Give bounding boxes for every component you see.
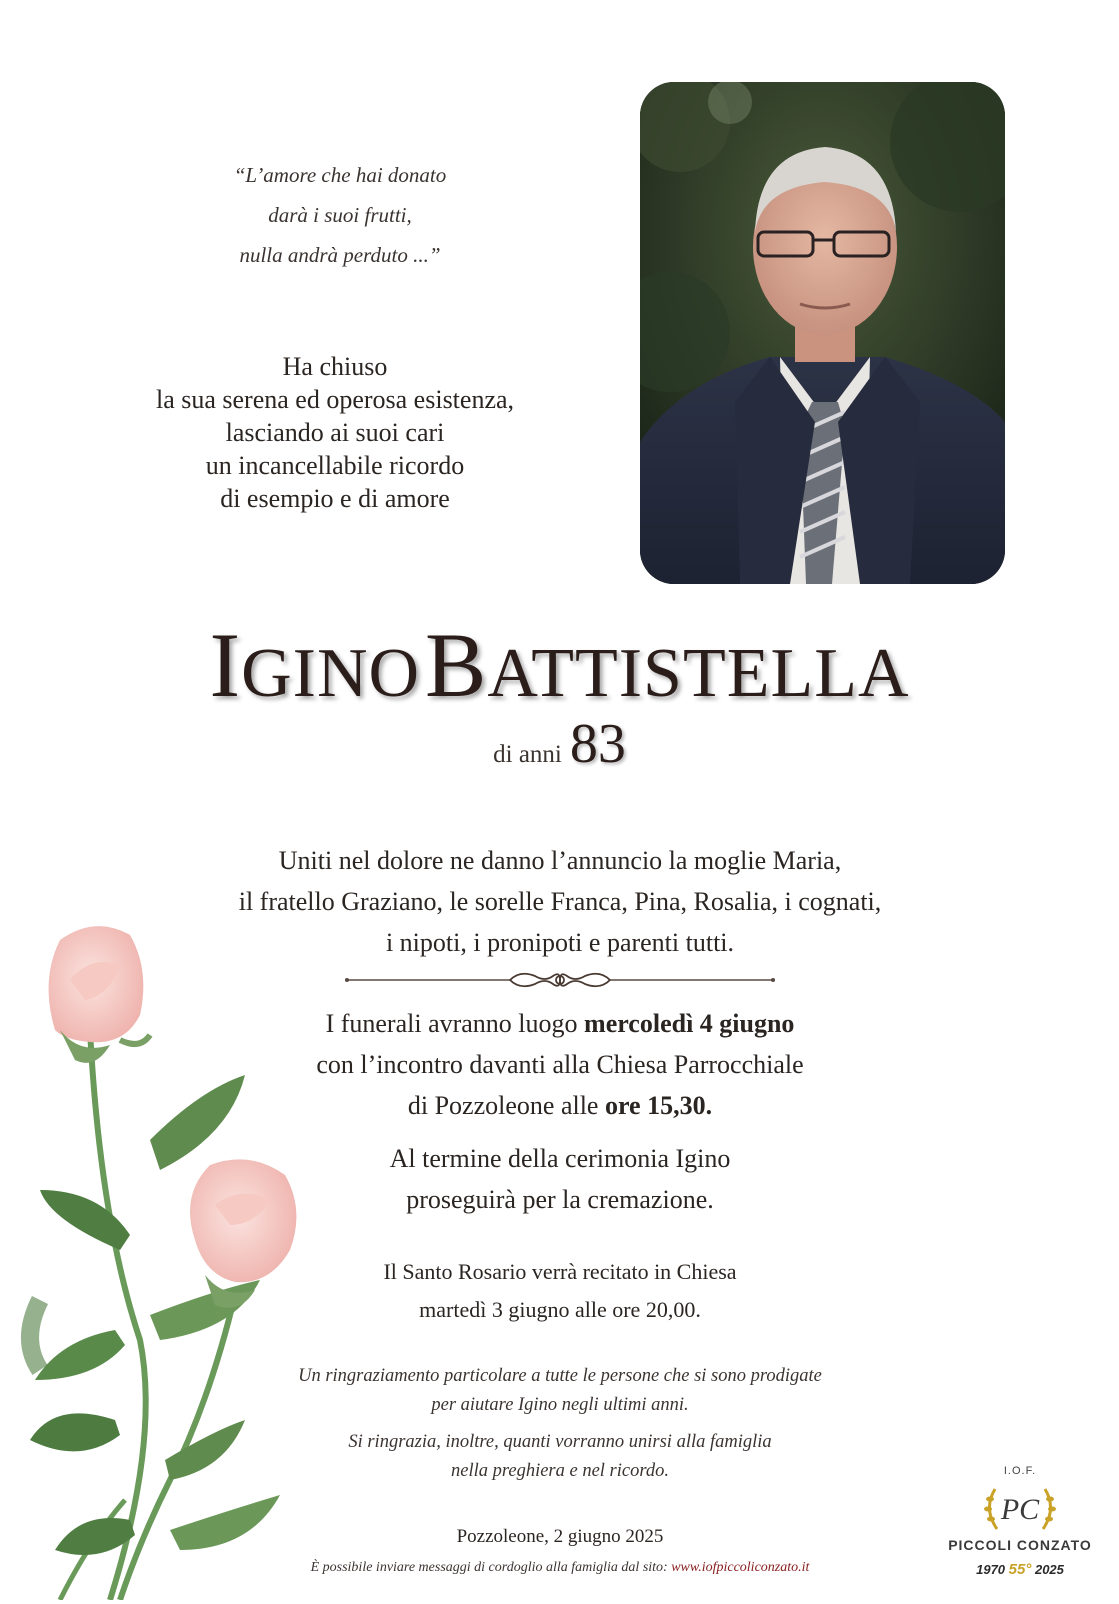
quote-line: “L’amore che hai donato <box>233 163 447 187</box>
ceremony-line: Al termine della cerimonia Igino <box>389 1144 731 1173</box>
age-value: 83 <box>569 713 626 775</box>
first-name-rest: GINO <box>241 635 421 712</box>
intro-line: lasciando ai suoi cari <box>225 418 445 447</box>
funeral-line: con l’incontro davanti alla Chiesa Parrocchiale <box>316 1050 804 1079</box>
logo-brand-name: PICCOLI CONZATO <box>948 1537 1092 1553</box>
logo-iof-label: I.O.F. <box>1003 1465 1037 1477</box>
announcement-line: il fratello Graziano, le sorelle Franca, Pina, Rosalia, i cognati, <box>238 887 882 916</box>
logo-anniversary: 55° <box>1008 1561 1032 1578</box>
laurel-wreath-icon <box>975 1479 1065 1537</box>
rosary-line: martedì 3 giugno alle ore 20,00. <box>419 1297 701 1322</box>
place-date: Pozzoleone, 2 giugno 2025 <box>456 1526 664 1547</box>
last-name-rest: ATTISTELLA <box>487 635 910 712</box>
age-label: di anni <box>493 741 562 768</box>
ornament-divider <box>345 968 775 992</box>
rosary-line: Il Santo Rosario verrà recitato in Chiesa <box>383 1259 737 1284</box>
deceased-age <box>0 712 1119 776</box>
funeral-home-logo <box>930 1465 1110 1595</box>
last-name-initial: B <box>425 614 488 716</box>
roses-illustration <box>0 920 330 1600</box>
announcement-line: Uniti nel dolore ne danno l’annuncio la moglie Maria, <box>278 846 842 875</box>
funeral-date: mercoledì 4 giugno <box>584 1009 795 1038</box>
funeral-line3-text: di Pozzoleone alle <box>407 1091 605 1120</box>
intro-text <box>110 350 560 515</box>
condolence-text: È possibile inviare messaggi di cordoglio alla famiglia dal sito: <box>310 1560 668 1575</box>
epigraph-quote <box>140 155 540 275</box>
deceased-name <box>0 612 1119 718</box>
quote-line: nulla andrà perduto ...” <box>239 243 441 267</box>
intro-line: la sua serena ed operosa esistenza, <box>155 385 515 414</box>
first-name-initial: I <box>209 614 242 716</box>
logo-years <box>930 1561 1110 1578</box>
logo-monogram: PC <box>1000 1493 1040 1526</box>
announcement-line: i nipoti, i pronipoti e parenti tutti. <box>385 928 735 957</box>
thanks-line: Un ringraziamento particolare a tutte le persone che si sono prodigate <box>298 1366 822 1386</box>
thanks-line: nella preghiera e nel ricordo. <box>450 1461 670 1481</box>
ceremony-line: proseguirà per la cremazione. <box>406 1185 714 1214</box>
logo-year-start: 1970 <box>976 1562 1006 1577</box>
quote-line: darà i suoi frutti, <box>268 203 412 227</box>
portrait-photo <box>640 82 1005 584</box>
intro-line: Ha chiuso <box>282 352 388 381</box>
intro-line: di esempio e di amore <box>220 484 450 513</box>
logo-year-end: 2025 <box>1034 1562 1064 1577</box>
condolence-site-link[interactable]: www.iofpiccoliconzato.it <box>671 1560 810 1575</box>
funeral-time: ore 15,30. <box>604 1091 713 1120</box>
thanks-line: per aiutare Igino negli ultimi anni. <box>431 1395 689 1415</box>
thanks-line: Si ringrazia, inoltre, quanti vorranno unirsi alla famiglia <box>348 1432 772 1452</box>
funeral-line1-text: I funerali avranno luogo <box>325 1009 585 1038</box>
intro-line: un incancellabile ricordo <box>205 451 465 480</box>
